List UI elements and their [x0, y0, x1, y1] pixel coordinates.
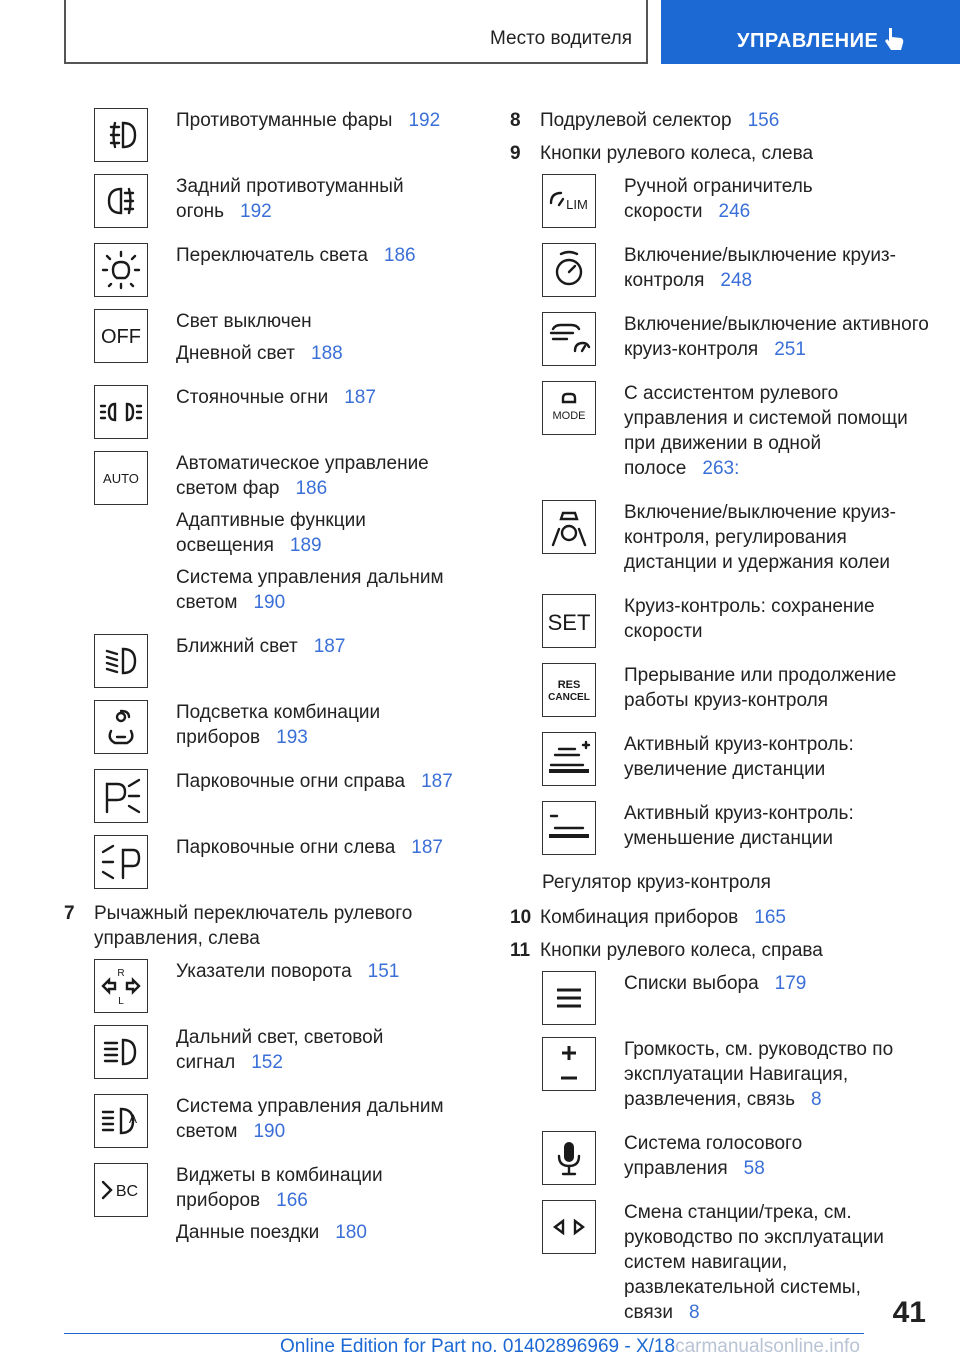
active-cruise-icon — [542, 312, 596, 366]
entry-text — [624, 381, 930, 488]
item-label: Подрулевой селектор — [540, 110, 732, 131]
entry-line — [176, 174, 476, 224]
footer-divider — [64, 1333, 864, 1334]
entry-label: Дневной свет — [176, 343, 295, 364]
entry-text — [624, 801, 930, 858]
right-icon-list — [510, 174, 930, 858]
numbered-item-7 — [64, 901, 476, 951]
icon-entry — [510, 500, 930, 582]
icon-entry — [64, 700, 476, 757]
entry-label: Ручной ограничитель скорости — [624, 176, 813, 222]
icon-entry — [64, 1163, 476, 1252]
page-ref[interactable]: 246 — [718, 201, 751, 222]
entry-text — [624, 1200, 930, 1332]
entry-text — [176, 451, 476, 622]
entry-text — [624, 971, 930, 1003]
icon-entry — [510, 1037, 930, 1119]
entry-text — [176, 1163, 476, 1252]
entry-line — [624, 971, 930, 996]
entry-label: Данные поездки — [176, 1222, 320, 1243]
icon-entry — [510, 594, 930, 651]
icon-entry — [510, 971, 930, 1025]
entry-text — [176, 385, 476, 417]
skip-icon — [542, 1200, 596, 1254]
numbered-item-9 — [510, 141, 930, 166]
entry-line — [176, 959, 476, 984]
svg-text:SET: SET — [547, 610, 591, 635]
entry-text — [624, 1131, 930, 1188]
page-ref[interactable]: 8 — [811, 1089, 822, 1110]
entry-text — [624, 312, 930, 369]
page-ref[interactable]: 251 — [774, 339, 806, 360]
entry-text — [176, 108, 476, 140]
svg-text:CANCEL: CANCEL — [548, 692, 590, 703]
icon-entry — [64, 959, 476, 1013]
entry-label: Парковочные огни справа — [176, 771, 406, 792]
header-chapter-title: УПРАВЛЕНИЕ — [737, 30, 879, 52]
entry-label: Стояночные огни — [176, 387, 329, 408]
page-ref[interactable]: 151 — [367, 961, 400, 982]
entry-label: Система голосового управления — [624, 1133, 803, 1179]
set-icon — [542, 594, 596, 648]
icon-entry — [510, 1200, 930, 1332]
entry-line — [624, 174, 930, 224]
icon-entry — [64, 769, 476, 823]
entry-line — [624, 732, 930, 782]
entry-text — [176, 1025, 476, 1082]
entry-label: Указатели поворота — [176, 961, 352, 982]
entry-label: Система управления дальним светом — [176, 567, 444, 613]
icon-entry — [64, 385, 476, 439]
entry-label: Включение/выключение круиз-контроля — [624, 245, 896, 291]
page-ref[interactable]: 248 — [720, 270, 753, 291]
icon-entry — [510, 243, 930, 300]
item-text — [540, 905, 786, 930]
off-icon — [94, 309, 148, 363]
item-text: Кнопки рулевого колеса, слева — [540, 143, 814, 164]
left-icon-list-2 — [64, 959, 476, 1252]
page-ref[interactable]: 156 — [747, 110, 780, 131]
entry-text — [624, 663, 930, 720]
entry-text — [176, 1094, 476, 1151]
entry-label: Ближний свет — [176, 636, 298, 657]
svg-text:RES: RES — [557, 679, 581, 691]
entry-label: Переключатель света — [176, 245, 368, 266]
entry-text — [624, 500, 930, 582]
entry-text — [176, 835, 476, 867]
icon-entry — [64, 1094, 476, 1151]
entry-text — [176, 243, 476, 275]
item-text — [540, 108, 779, 133]
mode-icon — [542, 381, 596, 435]
entry-line — [624, 1131, 930, 1181]
svg-text:AUTO: AUTO — [103, 471, 139, 486]
entry-label: Подсветка комбинации приборов — [176, 702, 381, 748]
entry-line — [176, 1220, 476, 1245]
right-column — [510, 108, 930, 1344]
microphone-icon — [542, 1131, 596, 1185]
entry-label: Свет выключен — [176, 311, 312, 332]
svg-text:MODE: MODE — [552, 410, 586, 422]
page-ref[interactable]: 166 — [276, 1190, 308, 1211]
entry-line — [624, 1200, 930, 1325]
high-beam-icon — [94, 1025, 148, 1079]
icon-entry — [64, 634, 476, 688]
page-ref[interactable]: 179 — [774, 973, 807, 994]
header-chapter-tab[interactable] — [661, 0, 960, 64]
left-icon-list — [64, 108, 476, 889]
entry-line — [624, 500, 930, 575]
icon-entry — [64, 451, 476, 622]
light-switch-icon — [94, 243, 148, 297]
footer-watermark: carmanualsonline.info — [675, 1336, 860, 1357]
entry-label: Система управления дальним светом — [176, 1096, 444, 1142]
entry-line — [176, 1163, 476, 1213]
page-ref[interactable]: 8 — [689, 1302, 700, 1323]
fog-light-rear-icon — [94, 174, 148, 228]
entry-label: Активный круиз-контроль: уменьшение дистанции — [624, 803, 854, 849]
entry-line — [176, 565, 476, 615]
entry-text — [176, 174, 476, 231]
page-ref[interactable]: 186 — [295, 478, 328, 499]
page-ref[interactable]: 152 — [251, 1052, 283, 1073]
entry-line — [176, 341, 476, 366]
icon-entry — [510, 663, 930, 720]
entry-line — [176, 1094, 476, 1144]
item-number: 11 — [510, 940, 531, 961]
instrument-lighting-icon — [94, 700, 148, 754]
entry-line — [176, 309, 476, 334]
entry-line — [176, 835, 476, 860]
entry-text — [176, 769, 476, 801]
page-ref[interactable]: 188 — [311, 343, 343, 364]
entry-line — [176, 1025, 476, 1075]
low-beam-icon — [94, 634, 148, 688]
entry-label: Громкость, см. руководство по эксплуатации Навигация, развлечения, связь — [624, 1039, 894, 1110]
page-ref[interactable]: 187 — [411, 837, 443, 858]
page-ref[interactable]: 192 — [240, 201, 272, 222]
page-ref[interactable]: 263: — [702, 458, 740, 479]
entry-line — [624, 312, 930, 362]
entry-label: Автоматическое управление светом фар — [176, 453, 429, 499]
entry-label: Задний противотуманный огонь — [176, 176, 404, 222]
page-ref[interactable]: 187 — [313, 636, 346, 657]
page-ref[interactable]: 192 — [408, 110, 441, 131]
page-ref[interactable]: 180 — [335, 1222, 367, 1243]
distance-increase-icon — [542, 732, 596, 786]
footer — [280, 1336, 860, 1358]
svg-text:L: L — [118, 996, 124, 1007]
header-section-title: Место водителя — [490, 28, 632, 49]
regulator-label: Регулятор круиз-контроля — [542, 872, 771, 893]
bc-icon — [94, 1163, 148, 1217]
page-ref[interactable]: 190 — [253, 592, 286, 613]
header-section-box — [64, 0, 648, 64]
page-ref[interactable]: 187 — [344, 387, 376, 408]
speed-limiter-icon — [542, 174, 596, 228]
entry-line — [624, 594, 930, 644]
right-icon-list-2 — [510, 971, 930, 1332]
entry-label: Противотуманные фары — [176, 110, 393, 131]
icon-entry — [64, 309, 476, 373]
icon-entry — [510, 312, 930, 369]
entry-line — [176, 769, 476, 794]
numbered-item-8 — [510, 108, 930, 133]
entry-line — [176, 108, 476, 133]
entry-text — [176, 309, 476, 373]
svg-text:A: A — [129, 1112, 138, 1126]
entry-label: Парковочные огни слева — [176, 837, 396, 858]
page-number: 41 — [892, 1296, 926, 1329]
icon-entry — [64, 243, 476, 297]
high-beam-assist-icon — [94, 1094, 148, 1148]
page-ref[interactable]: 186 — [383, 245, 416, 266]
entry-text — [624, 1037, 930, 1119]
numbered-item-10 — [510, 905, 930, 930]
entry-line — [624, 381, 930, 481]
parking-lights-icon — [94, 385, 148, 439]
turn-signal-icon — [94, 959, 148, 1013]
icon-entry — [64, 108, 476, 162]
entry-text — [624, 732, 930, 789]
parking-light-right-icon — [94, 769, 148, 823]
icon-entry — [510, 732, 930, 789]
page-ref[interactable]: 193 — [276, 727, 308, 748]
entry-text — [176, 959, 476, 991]
entry-label: Смена станции/трека, см. руководство по эксплуатации систем навигации, развлекательной системы, связи — [624, 1202, 884, 1323]
page-ref[interactable]: 189 — [289, 535, 322, 556]
entry-line — [176, 700, 476, 750]
page-ref[interactable]: 165 — [754, 907, 786, 928]
entry-label: Круиз-контроль: сохранение скорости — [624, 596, 875, 642]
item-number: 9 — [510, 143, 521, 164]
entry-text — [624, 243, 930, 300]
fog-light-front-icon — [94, 108, 148, 162]
entry-label: Виджеты в комбинации приборов — [176, 1165, 383, 1211]
res-cancel-icon — [542, 663, 596, 717]
entry-label: Прерывание или продолжение работы круиз-контроля — [624, 665, 897, 711]
parking-light-left-icon — [94, 835, 148, 889]
entry-label: Включение/выключение круиз-контроля, регулирования дистанции и удержания колеи — [624, 502, 896, 573]
cruise-control-icon — [542, 243, 596, 297]
item-text: Кнопки рулевого колеса, справа — [540, 940, 823, 961]
left-column — [64, 108, 476, 1264]
entry-label: Дальний свет, световой сигнал — [176, 1027, 384, 1073]
icon-entry — [510, 1131, 930, 1188]
list-icon — [542, 971, 596, 1025]
item-number: 7 — [64, 903, 75, 924]
numbered-item-11 — [510, 938, 930, 963]
entry-label: Адаптивные функции освещения — [176, 510, 366, 556]
entry-line — [624, 1037, 930, 1112]
entry-line — [176, 243, 476, 268]
icon-entry — [64, 1025, 476, 1082]
entry-line — [624, 243, 930, 293]
icon-entry — [64, 174, 476, 231]
entry-text — [176, 634, 476, 666]
item-label: Комбинация приборов — [540, 907, 739, 928]
icon-entry — [510, 801, 930, 858]
footer-edition: Online Edition for Part no. 01402896969 - X/18 — [280, 1336, 676, 1357]
entry-label: Включение/выключение активного круиз-контроля — [624, 314, 929, 360]
entry-text — [624, 174, 930, 231]
hand-pointer-icon — [883, 26, 905, 52]
entry-text — [176, 700, 476, 757]
entry-label: Активный круиз-контроль: увеличение дистанции — [624, 734, 854, 780]
distance-decrease-icon — [542, 801, 596, 855]
lane-assist-icon — [542, 500, 596, 554]
entry-line — [176, 508, 476, 558]
page-ref[interactable]: 187 — [421, 771, 453, 792]
svg-text:BC: BC — [115, 1183, 139, 1200]
item-number: 8 — [510, 110, 521, 131]
svg-text:OFF: OFF — [101, 326, 141, 348]
item-number: 10 — [510, 907, 532, 928]
icon-entry — [510, 381, 930, 488]
auto-icon — [94, 451, 148, 505]
svg-text:LIM: LIM — [566, 197, 588, 212]
page-ref[interactable]: 190 — [253, 1121, 286, 1142]
entry-line — [176, 385, 476, 410]
entry-label: С ассистентом рулевого управления и системой помощи при движении в одной полосе — [624, 383, 908, 479]
entry-line — [176, 634, 476, 659]
volume-icon — [542, 1037, 596, 1091]
entry-line — [176, 451, 476, 501]
entry-text — [624, 594, 930, 651]
entry-line — [624, 663, 930, 713]
page-ref[interactable]: 58 — [743, 1158, 765, 1179]
entry-label: Списки выбора — [624, 973, 759, 994]
icon-entry — [64, 835, 476, 889]
entry-line — [624, 801, 930, 851]
icon-entry — [510, 174, 930, 231]
item-text: Рычажный переключатель рулевого управления, слева — [94, 903, 413, 949]
svg-text:R: R — [117, 968, 125, 979]
